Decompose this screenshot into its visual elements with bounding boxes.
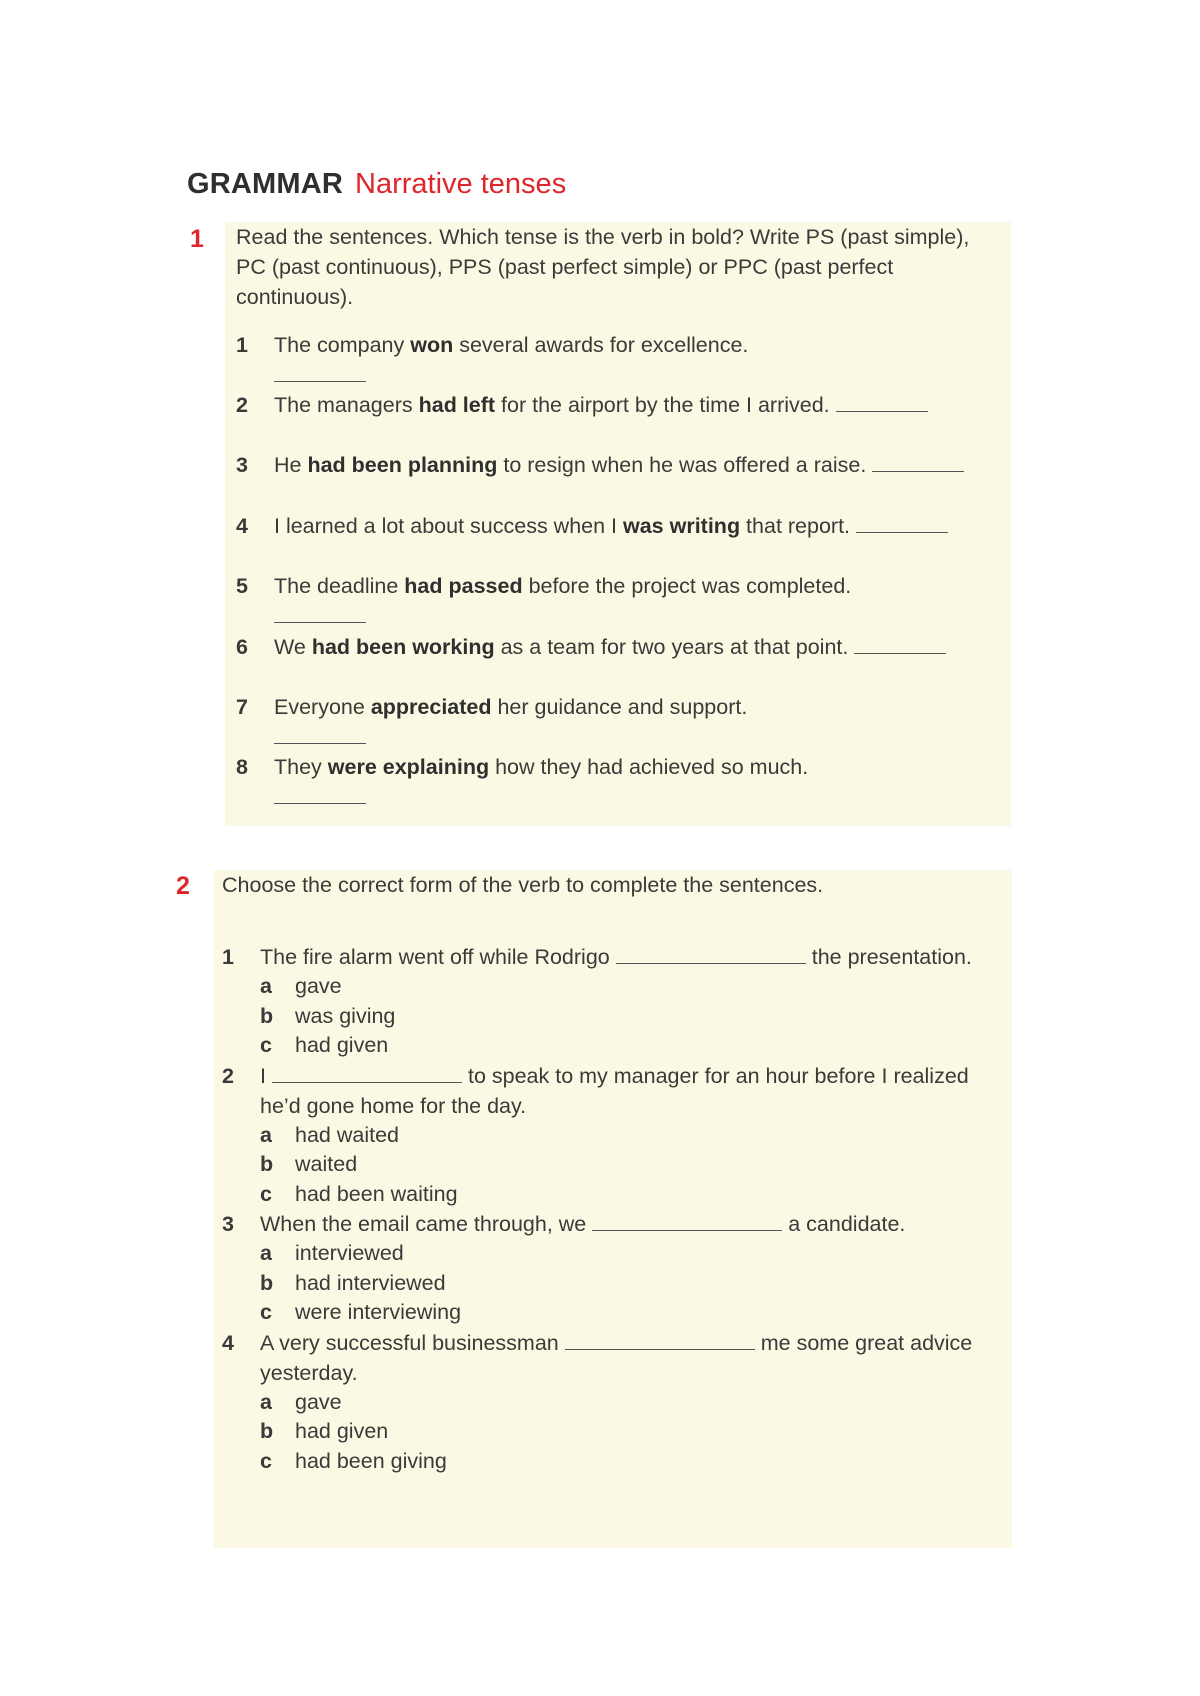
exercise-2-instruction: Choose the correct form of the verb to complete the sentences.	[222, 873, 824, 897]
option-text: gave	[295, 1389, 342, 1414]
item-text: to resign when he was offered a raise.	[497, 453, 867, 477]
item-text: several awards for excellence.	[453, 333, 749, 357]
option-text: had interviewed	[295, 1270, 446, 1295]
option-letter: a	[260, 974, 272, 998]
question-text: When the email came through, we	[260, 1212, 587, 1236]
item-text: her guidance and support.	[491, 695, 748, 719]
list-item	[236, 390, 1006, 450]
list-item	[236, 632, 1006, 692]
list-item	[236, 511, 1006, 571]
question-text: me some great advice yesterday.	[260, 1330, 973, 1385]
item-text: The company	[274, 333, 411, 357]
question-text: to speak to my manager for an hour before I realized he’d gone home for the day.	[260, 1063, 969, 1118]
question-number: 1	[222, 945, 234, 969]
list-item	[236, 450, 1006, 511]
answer-blank[interactable]	[274, 380, 366, 382]
option-text: had given	[295, 1033, 389, 1057]
item-bold-verb: was writing	[623, 514, 741, 538]
list-item	[236, 752, 1006, 812]
item-text: as a team for two years at that point.	[494, 635, 849, 659]
option-letter: c	[260, 1300, 272, 1324]
item-number: 7	[236, 695, 248, 719]
question-text: The fire alarm went off while Rodrigo	[260, 945, 610, 969]
answer-blank[interactable]	[872, 470, 964, 472]
option-letter: a	[260, 1241, 272, 1265]
item-number: 1	[236, 333, 248, 357]
item-text: We	[274, 635, 312, 659]
answer-blank[interactable]	[616, 962, 806, 964]
options-list	[260, 972, 997, 1061]
option-a[interactable]	[260, 972, 997, 1002]
item-text: They	[274, 755, 328, 779]
option-text: had given	[295, 1419, 389, 1443]
answer-blank[interactable]	[565, 1348, 755, 1350]
question-number: 4	[222, 1330, 234, 1355]
question	[222, 1061, 997, 1210]
option-b[interactable]	[260, 1002, 997, 1032]
item-text: that report.	[740, 514, 851, 538]
option-c[interactable]	[260, 1447, 997, 1477]
option-b[interactable]	[260, 1150, 997, 1180]
option-c[interactable]	[260, 1180, 997, 1210]
answer-blank[interactable]	[274, 621, 366, 623]
option-letter: c	[260, 1448, 272, 1473]
answer-blank[interactable]	[592, 1229, 782, 1231]
list-item	[236, 571, 1006, 632]
item-number: 3	[236, 453, 248, 477]
item-bold-verb: had passed	[404, 574, 523, 598]
item-bold-verb: appreciated	[370, 695, 492, 719]
option-letter: b	[260, 1419, 274, 1443]
item-text: for the airport by the time I arrived.	[495, 393, 830, 417]
answer-blank[interactable]	[272, 1081, 462, 1083]
question-text: I	[260, 1063, 266, 1088]
answer-blank[interactable]	[274, 802, 366, 804]
item-text: The managers	[274, 393, 419, 417]
option-letter: c	[260, 1181, 272, 1206]
option-text: were interviewing	[295, 1300, 462, 1324]
item-text: The deadline	[274, 574, 405, 598]
option-letter: b	[260, 1003, 274, 1028]
item-bold-verb: were explaining	[327, 755, 490, 779]
option-a[interactable]	[260, 1121, 997, 1151]
option-text: had waited	[295, 1122, 399, 1147]
exercise-2-panel	[214, 870, 1012, 1548]
option-text: was giving	[295, 1003, 396, 1028]
title-grammar: GRAMMAR	[187, 168, 344, 200]
exercise-1-panel	[225, 222, 1011, 826]
answer-blank[interactable]	[854, 652, 946, 654]
option-text: gave	[295, 974, 342, 998]
option-letter: a	[260, 1122, 272, 1147]
exercise-1-instruction: Read the sentences. Which tense is the verb in bold? Write PS (past simple), PC (past continuous), PPS (past perfect simple) or PPC (past perfect continuous).	[236, 225, 970, 309]
answer-blank[interactable]	[274, 742, 366, 744]
item-text: how they had achieved so much.	[489, 755, 809, 779]
exercise-1-list	[236, 330, 1006, 812]
question-number: 3	[222, 1212, 234, 1236]
option-c[interactable]	[260, 1031, 997, 1061]
options-list	[260, 1388, 997, 1477]
option-b[interactable]	[260, 1269, 957, 1299]
answer-blank[interactable]	[856, 531, 948, 533]
list-item	[236, 330, 1006, 390]
question-text: the presentation.	[811, 945, 972, 969]
page-title	[187, 166, 566, 202]
option-a[interactable]	[260, 1239, 957, 1269]
option-letter: b	[260, 1270, 274, 1295]
exercise-1-number: 1	[190, 225, 204, 253]
item-text: Everyone	[274, 695, 371, 719]
list-item	[236, 692, 1006, 752]
option-text: waited	[295, 1152, 358, 1176]
options-list	[260, 1121, 997, 1210]
option-a[interactable]	[260, 1388, 997, 1418]
option-letter: b	[260, 1152, 274, 1176]
option-b[interactable]	[260, 1417, 997, 1447]
option-text: had been waiting	[295, 1181, 458, 1206]
item-bold-verb: had been planning	[307, 453, 498, 477]
title-topic: Narrative tenses	[355, 168, 567, 200]
options-list	[260, 1239, 957, 1328]
option-c[interactable]	[260, 1298, 957, 1328]
item-bold-verb: had been working	[311, 635, 495, 659]
option-text: had been giving	[295, 1448, 447, 1473]
question	[222, 1328, 997, 1477]
question-text: A very successful businessman	[260, 1330, 559, 1355]
item-bold-verb: won	[410, 333, 454, 357]
question	[222, 942, 997, 1061]
item-text: before the project was completed.	[522, 574, 852, 598]
item-number: 4	[236, 514, 248, 538]
question-number: 2	[222, 1063, 234, 1088]
question	[222, 1209, 997, 1328]
item-bold-verb: had left	[418, 393, 496, 417]
item-number: 6	[236, 635, 248, 659]
item-text: He	[274, 453, 308, 477]
answer-blank[interactable]	[836, 410, 928, 412]
item-number: 2	[236, 393, 248, 417]
item-text: I learned a lot about success when I	[274, 514, 623, 538]
option-letter: a	[260, 1389, 272, 1414]
question-text: a candidate.	[788, 1212, 906, 1236]
item-number: 5	[236, 574, 248, 598]
item-number: 8	[236, 755, 248, 779]
exercise-2-number: 2	[176, 872, 190, 900]
option-text: interviewed	[295, 1241, 404, 1265]
exercise-2-questions	[222, 942, 997, 1476]
option-letter: c	[260, 1033, 272, 1057]
